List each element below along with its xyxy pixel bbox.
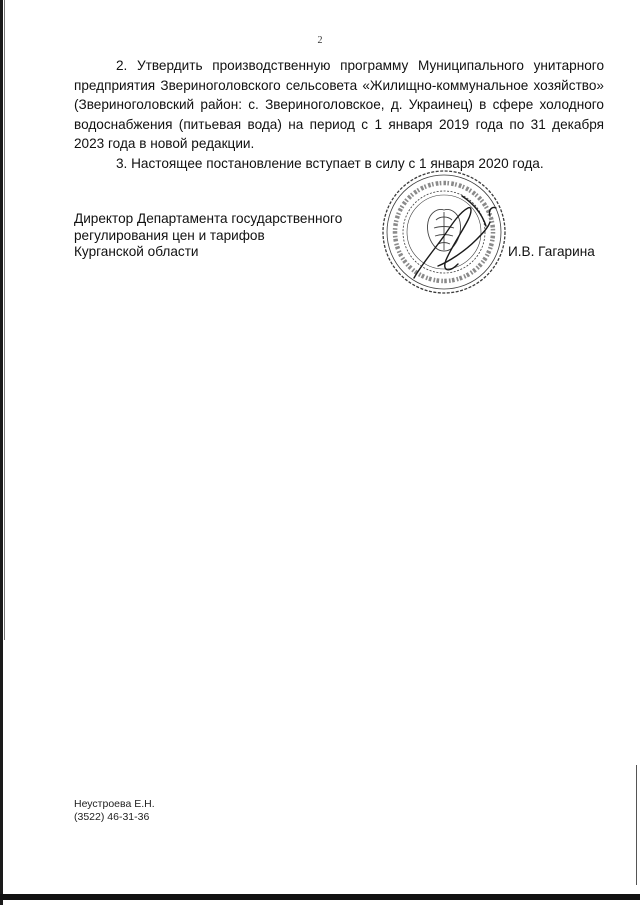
scan-edge-bottom	[0, 894, 640, 900]
signature-title-line: Директор Департамента государственного	[74, 211, 343, 226]
document-body	[74, 56, 604, 173]
scan-edge-left	[0, 0, 3, 905]
signature-title-line: Курганской области	[74, 244, 199, 259]
signature-title-line: регулирования цен и тарифов	[74, 227, 265, 243]
page-number: 2	[317, 35, 323, 46]
footer-contacts	[74, 798, 155, 824]
signer-name: И.В. Гагарина	[508, 244, 595, 259]
official-seal-stamp	[378, 166, 510, 298]
signature-title	[74, 211, 394, 261]
scan-edge-right	[636, 765, 637, 885]
author-phone: (3522) 46-31-36	[74, 811, 150, 823]
paragraph-3: 3. Настоящее постановление вступает в силу с 1 января 2020 года.	[116, 155, 544, 171]
paragraph-2: 2. Утвердить производственную программу Муниципального унитарного предприятия Звериноголовского сельсовета «Жилищно-коммунальное хозяйство» (Звериноголовский район: с. Звериноголовское, д. Украинец) в сфере холодного водоснабжения (питьевая вода) на период с 1 января 2019 года по 31 декабря 2023 года в новой редакции.	[74, 58, 604, 151]
author-name: Неустроева Е.Н.	[74, 798, 155, 810]
scan-edge-left-inner	[4, 0, 5, 640]
